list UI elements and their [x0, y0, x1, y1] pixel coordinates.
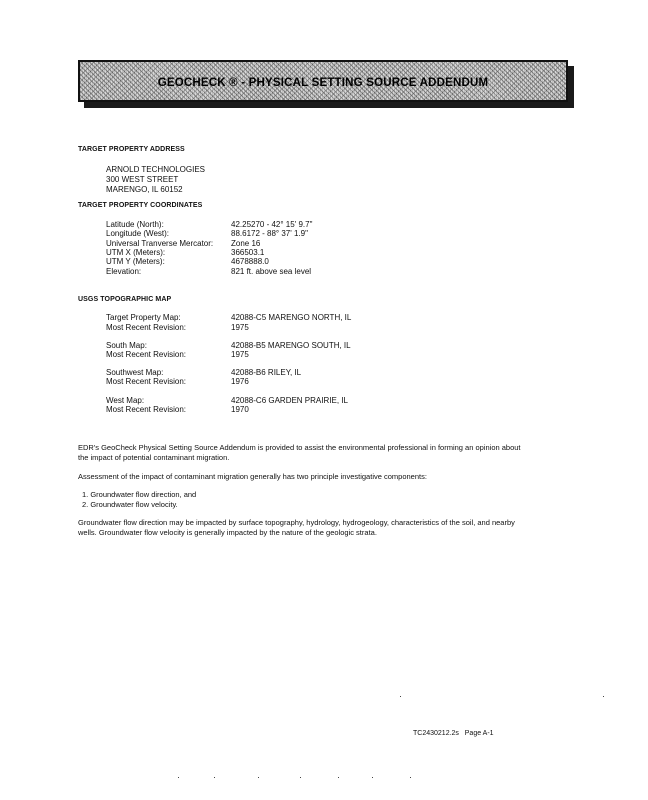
map-value: 42088-C5 MARENGO NORTH, IL: [231, 313, 352, 322]
scan-speck: [400, 696, 401, 697]
map-value: 42088-C6 GARDEN PRAIRIE, IL: [231, 396, 348, 405]
section-heading-coordinates: TARGET PROPERTY COORDINATES: [78, 202, 203, 209]
assessment-paragraph: Assessment of the impact of contaminant migration generally has two principle investigative components:: [78, 472, 427, 481]
section-heading-usgs: USGS TOPOGRAPHIC MAP: [78, 296, 172, 303]
coord-label: Latitude (North):: [106, 220, 164, 229]
intro-paragraph: EDR's GeoCheck Physical Setting Source Addendum is provided to assist the environmental professional in forming an opinion about the impact of potential contaminant migration.: [78, 443, 521, 462]
list-item: 1. Groundwater flow direction, and: [82, 490, 197, 499]
address-line: 300 WEST STREET: [106, 175, 179, 184]
revision-value: 1975: [231, 323, 249, 332]
scan-speck: [603, 696, 604, 697]
address-line: MARENGO, IL 60152: [106, 185, 183, 194]
scan-speck: [372, 777, 373, 778]
map-value: 42088-B5 MARENGO SOUTH, IL: [231, 341, 351, 350]
coord-label: UTM X (Meters):: [106, 248, 166, 257]
coord-label: UTM Y (Meters):: [106, 257, 165, 266]
revision-label: Most Recent Revision:: [106, 323, 187, 332]
section-heading-address: TARGET PROPERTY ADDRESS: [78, 146, 185, 153]
revision-value: 1970: [231, 405, 249, 414]
page-number: Page A-1: [464, 730, 494, 737]
header-banner: [78, 60, 568, 102]
scan-speck: [178, 777, 179, 778]
scan-speck: [258, 777, 259, 778]
coord-value: Zone 16: [231, 239, 261, 248]
map-label: Southwest Map:: [106, 368, 164, 377]
coord-label: Elevation:: [106, 267, 142, 276]
scan-speck: [338, 777, 339, 778]
scan-speck: [410, 777, 411, 778]
map-label: South Map:: [106, 341, 147, 350]
map-label: Target Property Map:: [106, 313, 181, 322]
coord-value: 821 ft. above sea level: [231, 267, 312, 276]
coord-label: Universal Tranverse Mercator:: [106, 239, 214, 248]
page-footer: [413, 730, 494, 737]
coord-value: 42.25270 - 42° 15' 9.7": [231, 220, 313, 229]
revision-label: Most Recent Revision:: [106, 377, 187, 386]
revision-value: 1976: [231, 377, 249, 386]
scan-speck: [214, 777, 215, 778]
map-value: 42088-B6 RILEY, IL: [231, 368, 302, 377]
revision-label: Most Recent Revision:: [106, 405, 187, 414]
component-list: [82, 490, 196, 509]
page-title: GEOCHECK ® - PHYSICAL SETTING SOURCE ADDENDUM: [157, 77, 489, 89]
scan-speck: [300, 777, 301, 778]
coord-value: 88.6172 - 88° 37' 1.9": [231, 229, 308, 238]
revision-label: Most Recent Revision:: [106, 350, 187, 359]
groundwater-paragraph: Groundwater flow direction may be impacted by surface topography, hydrology, hydrogeology, characteristics of the soil, and nearby wells. Groundwater flow velocity is generally impacted by the nature of the geologic strata.: [78, 518, 515, 537]
coord-label: Longitude (West):: [106, 229, 169, 238]
map-label: West Map:: [106, 396, 145, 405]
list-item: 2. Groundwater flow velocity.: [82, 499, 178, 509]
address-line: ARNOLD TECHNOLOGIES: [106, 165, 205, 174]
document-code: TC2430212.2s: [413, 730, 459, 737]
revision-value: 1975: [231, 350, 249, 359]
coord-value: 4678888.0: [231, 257, 269, 266]
coord-value: 366503.1: [231, 248, 265, 257]
